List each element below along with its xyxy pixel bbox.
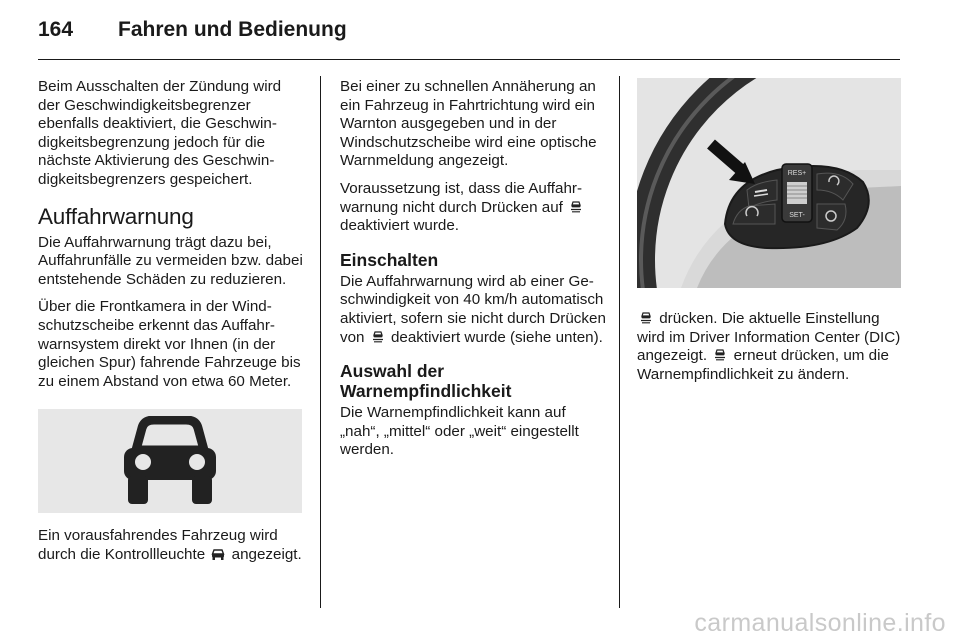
column-divider-2 [619,76,620,608]
car-distance-icon [713,349,727,361]
steering-wheel-illustration [637,78,901,288]
set-label: SET- [789,212,805,219]
car-distance-icon [569,201,583,213]
car-front-icon [211,548,225,560]
paragraph-camera: Über die Frontkamera in der Windschutzscheibe erkennt das Auffahrwarnsystem direkt vor Ihnen (in der gleichen Spur) fahrende Fahrzeuge bis zu einem Abstand von etwa 60 Meter. [38,298,301,390]
paragraph-intro: Die Auffahrwarnung trägt dazu bei, Auffahrunfälle zu vermeiden bzw. dabei entstehende Schäden zu reduzieren. [38,233,303,288]
section-heading-auffahrwarnung: Auffahrwarnung [38,203,194,229]
car-distance-icon [639,312,653,324]
car-front-icon [118,416,222,506]
column-3 [637,78,901,393]
steering-wheel-figure [637,78,901,288]
column-2 [340,78,606,469]
heading-einschalten: Einschalten [340,249,439,270]
header-rule [38,59,900,60]
watermark: carmanualsonline.info [694,609,946,637]
paragraph-condition: Voraussetzung ist, dass die Auffahrwarnung nicht durch Drücken auf deaktiviert wurde. [340,179,583,235]
paragraph-warning: Bei einer zu schnellen Annäherung an ein Fahrzeug in Fahrtrichtung wird ein Warnton ausgegeben und in der Windschutzscheibe wird eine optische Warnmeldung angezeigt. [340,78,597,170]
column-divider-1 [320,76,321,608]
paragraph-lamp: Ein vorausfahrendes Fahrzeug wird durch die Kontrollleuchte angezeigt. [38,527,302,563]
paragraph-sensitivity: Die Warnempfindlichkeit kann auf „nah“, „mittel“ oder „weit“ eingestellt werden. [340,404,579,459]
column-1 [38,78,306,574]
control-lamp-figure [38,409,302,513]
page-number: 164 [38,18,74,41]
res-label: RES+ [787,170,807,177]
paragraph-activation: Die Auffahrwarnung wird ab einer Geschwindigkeit von 40 km/h automatisch aktiviert, sofern sie nicht durch Drücken von deaktiviert wurde (siehe unten). [340,272,606,346]
page-header [38,18,347,48]
heading-auswahl: Auswahl der Warnempfindlichkeit [340,361,512,402]
pointer-arrow [711,144,755,184]
page-title: Fahren und Bedienung [118,18,347,41]
paragraph-speed-limiter: Beim Ausschalten der Zündung wird der Geschwindigkeitsbegrenzer ebenfalls deaktiviert, die Geschwindigkeitsbegrenzung jedoch für die nächste Aktivierung des Geschwindigkeitsbegrenzers gespeichert. [38,78,282,188]
paragraph-press: drücken. Die aktuelle Einstellung wird im Driver Information Center (DIC) angezeigt. erneut drücken, um die Warnempfindlichkeit zu ändern. [637,310,901,383]
car-distance-icon [371,331,385,343]
